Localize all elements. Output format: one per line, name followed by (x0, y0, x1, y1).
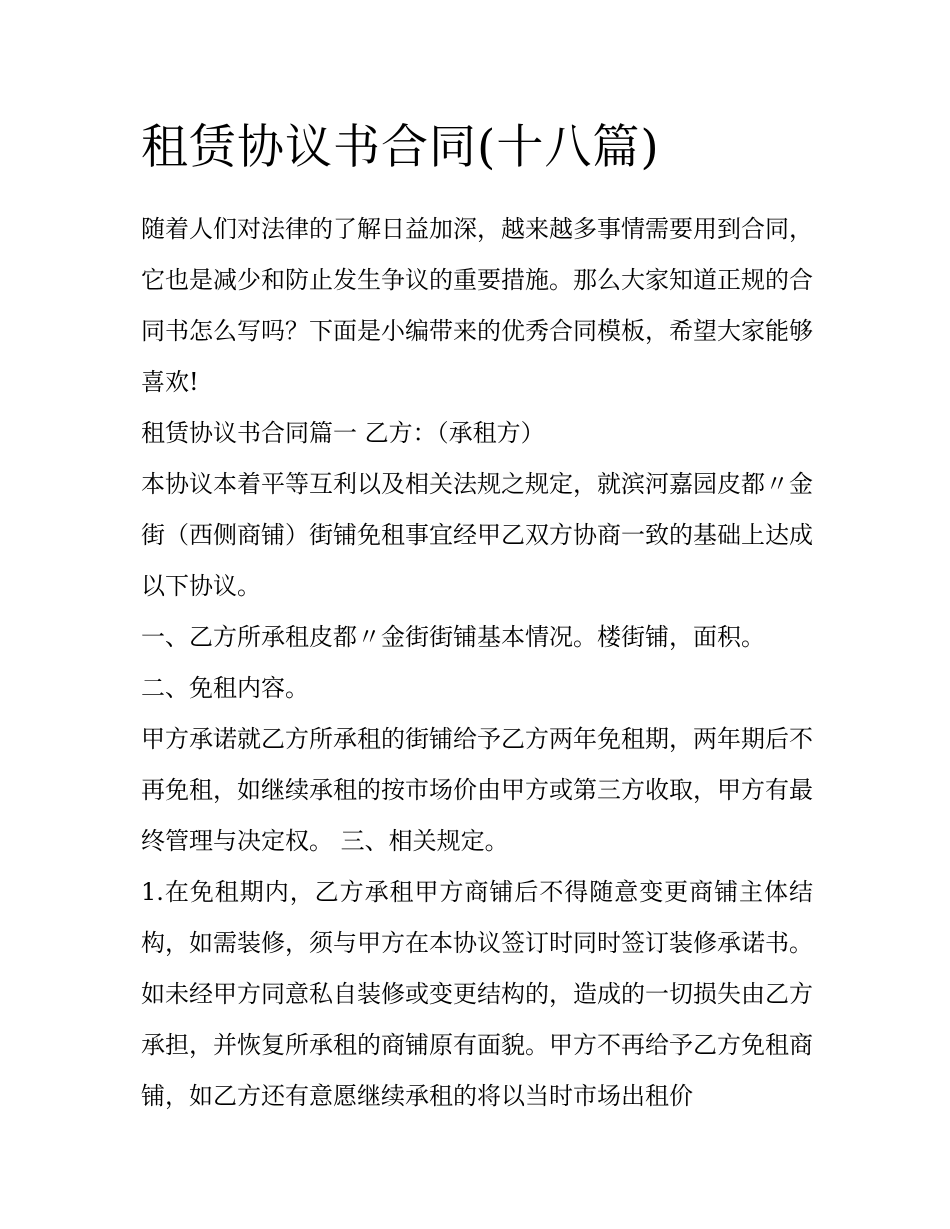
paragraph-clause-two-heading: 二、免租内容。 (141, 674, 309, 702)
paragraph-clause-two-body: 甲方承诺就乙方所承租的街铺给予乙方两年免租期，两年期后不再免租，如继续承租的按市场价由甲方或第三方收取，甲方有最终管理与决定权。 三、相关规定。 (141, 725, 813, 855)
document-title: 租赁协议书合同(十八篇) (141, 120, 660, 175)
paragraph-clause-one: 一、乙方所承租皮都〃金街街铺基本情况。楼街铺，面积。 (141, 623, 765, 651)
title-block (141, 118, 813, 204)
paragraph-intro: 随着人们对法律的了解日益加深，越来越多事情需要用到合同，它也是减少和防止发生争议的重要措施。那么大家知道正规的合同书怎么写吗？下面是小编带来的优秀合同模板，希望大家能够喜欢! (141, 215, 813, 396)
document-body (141, 118, 813, 1122)
paragraph-agreement-basis: 本协议本着平等互利以及相关法规之规定，就滨河嘉园皮都〃金街（西侧商铺）街铺免租事宜经甲乙双方协商一致的基础上达成以下协议。 (141, 470, 813, 600)
paragraph-section-heading: 租赁协议书合同篇一 乙方：（承租方） (141, 419, 545, 447)
paragraph-clause-three-item-one: 1.在免租期内，乙方承租甲方商铺后不得随意变更商铺主体结构，如需装修，须与甲方在本协议签订时同时签订装修承诺书。如未经甲方同意私自装修或变更结构的，造成的一切损失由乙方承担，并恢复所承租的商铺原有面貌。甲方不再给予乙方免租商铺，如乙方还有意愿继续承租的将以当时市场出租价 (141, 878, 813, 1110)
